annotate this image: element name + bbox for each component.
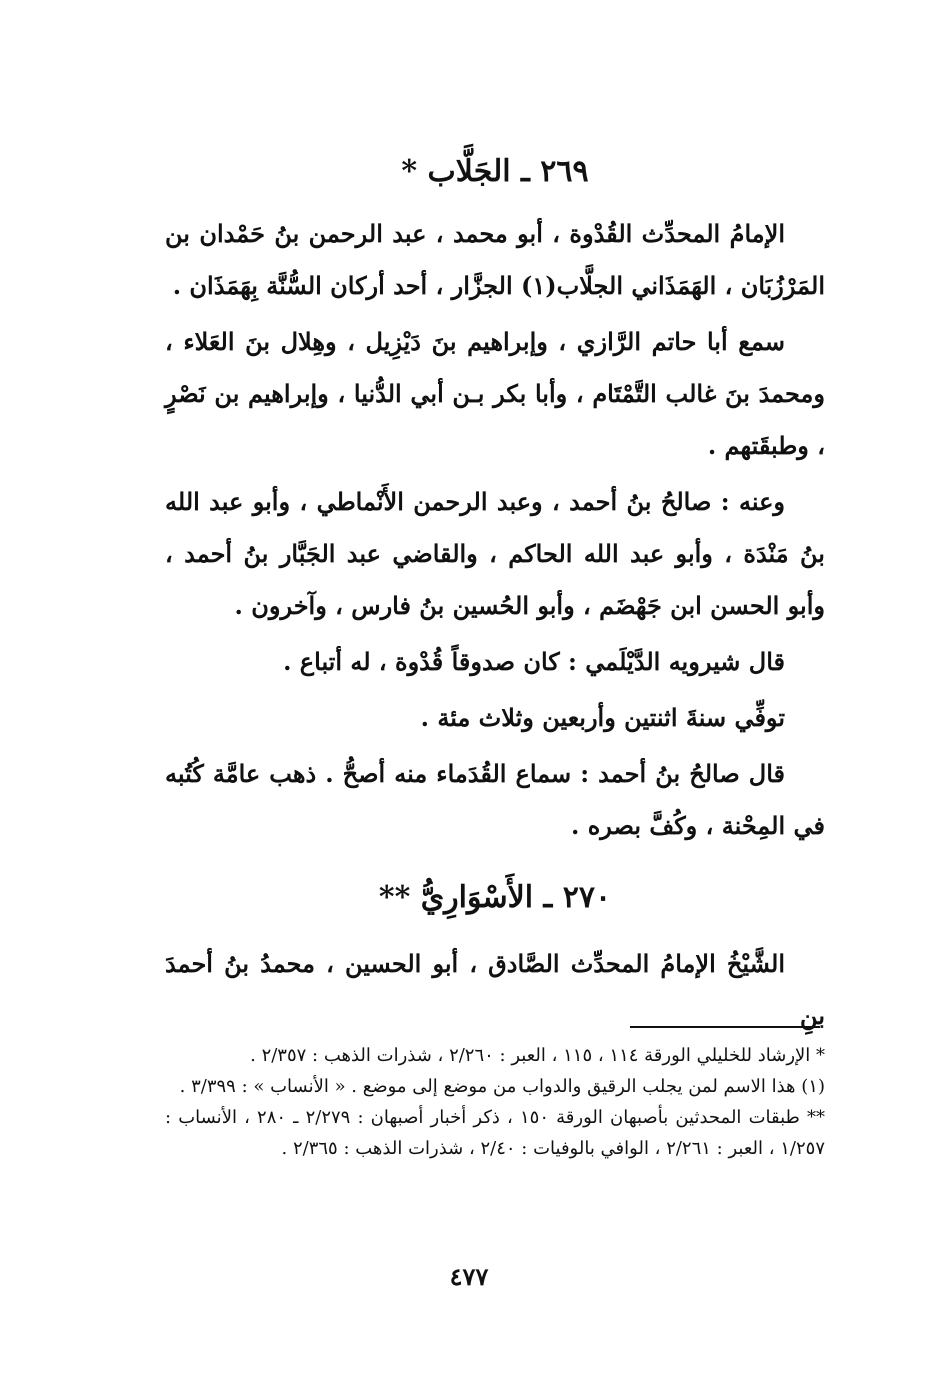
footnote: * الإرشاد للخليلي الورقة ١١٤ ، ١١٥ ، العبر : ٢/٢٦٠ ، شذرات الذهب : ٢/٣٥٧ . (250, 1045, 825, 1066)
footnotes (165, 1040, 825, 1164)
entry-heading-270: ٢٧٠ ـ الأَسْوَارِيُّ ** (378, 880, 612, 915)
main-text (165, 150, 825, 1046)
paragraph: الشَّيْخُ الإمامُ المحدِّث الصَّادق ، أبو الحسين ، محمدُ بنُ أحمدَ بنِ (165, 949, 825, 1030)
paragraph: وعنه : صالحُ بنُ أحمد ، وعبد الرحمن الأَنْماطي ، وأبو عبد الله بنُ مَنْدَة ، وأبو عبد الله الحاكم ، والقاضي عبد الجَبَّار بنُ أحمد ، وأبو الحسن ابن جَهْضَم ، وأبو الحُسين بنُ فارس ، وآخرون . (165, 487, 825, 620)
paragraph: توفِّي سنةَ اثنتين وأربعين وثلاث مئة . (420, 703, 785, 732)
page-number: ٤٧٧ (449, 1262, 489, 1291)
entry-heading-269: ٢٦٩ ـ الجَلَّاب * (401, 154, 589, 189)
footnote: ** طبقات المحدثين بأصبهان الورقة ١٥٠ ، ذكر أخبار أصبهان : ٢/٢٧٩ ـ ٢٨٠ ، الأنساب : ١/٢٥٧ ، العبر : ٢/٢٦١ ، الوافي بالوفيات : ٢/٤٠ ، شذرات الذهب : ٢/٣٦٥ . (165, 1107, 825, 1159)
footnote: (١) هذا الاسم لمن يجلب الرقيق والدواب من موضع إلى موضع . « الأنساب » : ٣/٣٩٩ . (179, 1076, 825, 1097)
paragraph: الإمامُ المحدِّث القُدْوة ، أبو محمد ، عبد الرحمن بنُ حَمْدان بن المَرْزُبَان ، الهَمَذَاني الجلَّاب(١) الجزَّار ، أحد أركان السُّنَّة بِهَمَذَان . (165, 219, 825, 300)
footnote-divider (630, 1026, 820, 1028)
paragraph: قال شيرويه الدَّيْلَمي : كان صدوقاً قُدْوة ، له أتباع . (283, 647, 785, 676)
paragraph: سمع أبا حاتم الرَّازي ، وإبراهيم بنَ دَيْزِيل ، وهِلال بنَ العَلاء ، ومحمدَ بنَ غالب التَّمْتَام ، وأبا بكر بـن أبي الدُّنيا ، وإبراهيم بن نَصْرٍ ، وطبقَتهم . (165, 327, 825, 460)
paragraph: قال صالحُ بنُ أحمد : سماع القُدَماء منه أصحُّ . ذهب عامَّة كُتُبه في المِحْنة ، وكُفَّ بصره . (165, 759, 825, 840)
